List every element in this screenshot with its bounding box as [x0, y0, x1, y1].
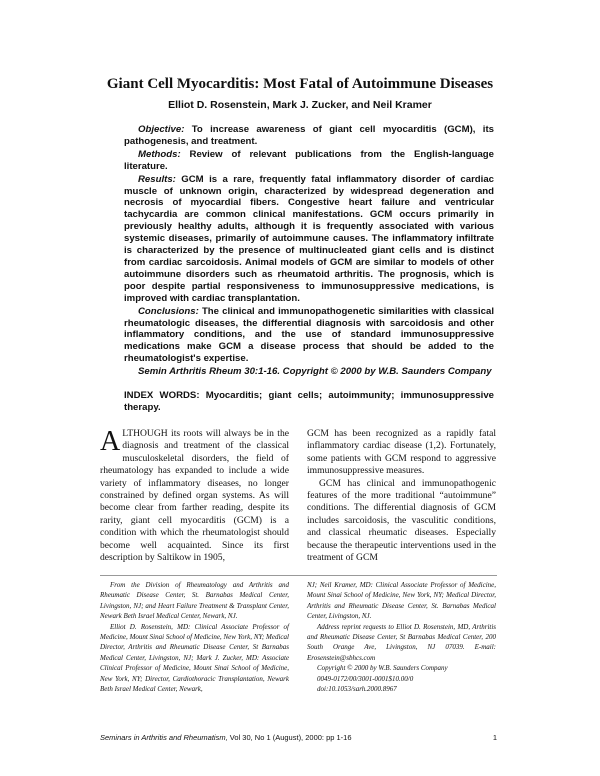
body-column-right — [307, 428, 496, 564]
results-text: GCM is a rare, frequently fatal inflammatory disorder of cardiac muscle of unknown origin, characterized by widespread degeneration and necrosis of myocardial fibers. Congestive heart failure and ventricular tachycardia are common clinical manifestations. GCM occurs primarily in previously healthy adults, although it is frequently associated with various systemic diseases, primarily of autoimmune causes. The inflammatory infiltrate is characterized by the presence of multinucleated giant cells and is distinct from cardiac sarcoidosis. Animal models of GCM are similar to models of other autoimmune disorders such as rheumatoid arthritis. The prognosis, which is poor despite partial responsiveness to immunosuppressive medications, is improved with cardiac transplantation. — [124, 173, 494, 304]
article-title: Giant Cell Myocarditis: Most Fatal of Autoimmune Diseases — [106, 76, 494, 92]
body-paragraph: GCM has been recognized as a rapidly fatal inflammatory cardiac disease (1,2). Fortunately, some patients with GCM respond to aggressive immunosuppressive measures. — [307, 428, 496, 477]
abstract-objective — [124, 124, 494, 148]
abstract-results — [124, 174, 494, 305]
abstract-conclusions — [124, 306, 494, 366]
results-label: Results: — [138, 173, 176, 185]
footnote-issn: 0049-0172/00/3001-0001$10.00/0 — [317, 674, 414, 683]
body-column-left — [100, 428, 289, 564]
page-footer — [100, 733, 497, 742]
abstract — [124, 124, 494, 414]
objective-text: To increase awareness of giant cell myocarditis (GCM), its pathogenesis, and treatment. — [124, 124, 494, 147]
footer-citation — [100, 733, 352, 742]
footer-volume: Vol 30, No 1 (August), 2000: pp 1-16 — [227, 733, 352, 742]
footnote-reprints: Address reprint requests to Elliot D. Rosenstein, MD, Arthritis and Rheumatic Disease Center, St Barnabas Medical Center, 200 South Orange Ave, Livingston, NJ 07039. E-mail: Erosenstein@sbhcs.com — [307, 622, 496, 662]
objective-label: Objective: — [138, 124, 185, 135]
methods-text: Review of relevant publications from the English-language literature. — [124, 148, 494, 172]
footnotes — [100, 580, 497, 694]
footnote-divider — [100, 575, 497, 576]
footnote-column-left — [100, 580, 289, 694]
methods-label: Methods: — [138, 148, 181, 160]
page-number: 1 — [492, 733, 497, 742]
drop-cap: A — [100, 426, 121, 457]
conclusions-text: The clinical and immunopathogenetic similarities with classical rheumatologic diseases, the differential diagnosis with sarcoidosis and other inflammatory conditions, and the use of standard immunosuppressive medications make GCM a disease process that should be added to the rheumatologist's expertise. — [124, 305, 494, 365]
abstract-methods — [124, 149, 494, 173]
footnote-affiliation: From the Division of Rheumatology and Arthritis and Rheumatic Disease Center, St. Barnabas Medical Center, Livingston, NJ; and Heart Failure Treatment & Transplant Center, Newark Beth Israel Medical Center, Newark, NJ. — [100, 581, 289, 621]
abstract-citation: Semin Arthritis Rheum 30:1-16. Copyright © 2000 by W.B. Saunders Company — [138, 366, 492, 378]
conclusions-label: Conclusions: — [138, 305, 199, 317]
footnote-authors-cont: NJ; Neil Kramer, MD: Clinical Associate Professor of Medicine, Mount Sinai School of Medicine, New York, NY; Medical Director, Arthritis and Rheumatic Disease Center, St. Barnabas Medical Center, Livingston, NJ. — [307, 581, 496, 621]
footnote-copyright: Copyright © 2000 by W.B. Saunders Company — [317, 664, 448, 673]
body-paragraph: GCM has clinical and immunopathogenic features of the more traditional “autoimmune” conditions. The differential diagnosis of GCM includes sarcoidosis, the vasculitic conditions, and classical rheumatic diseases. Especially because the therapeutic interventions used in the treatment of GCM — [307, 477, 496, 564]
body-paragraph-text: LTHOUGH its roots will always be in the diagnosis and treatment of the classical musculoskeletal disorders, the field of rheumatology has expanded to include a wide variety of inflammatory diseases, no longer constrained by defined organ systems. As will become clear from farther reading, despite its rarity, giant cell myocarditis (GCM) is a condition with which the rheumatologist should become well acquainted. Since its first description by Saltikow in 1905, — [100, 428, 289, 564]
body-paragraph — [100, 428, 289, 564]
footnote-doi: doi:10.1053/sarh.2000.8967 — [317, 685, 397, 694]
body-text — [100, 428, 497, 564]
footnote-authors: Elliot D. Rosenstein, MD: Clinical Associate Professor of Medicine, Mount Sinai School of Medicine, New York, NY; Medical Director, Arthritis and Rheumatic Disease Center, St Barnabas Medical Center, Livingston, NJ; Mark J. Zucker, MD: Associate Clinical Professor of Medicine, Mount Sinai School of Medicine, New York, NY; Director, Cardiothoracic Transplantation, Newark Beth Israel Medical Center, Newark, — [100, 622, 289, 694]
footnote-column-right — [307, 580, 496, 694]
author-list: Elliot D. Rosenstein, Mark J. Zucker, and Neil Kramer — [168, 99, 432, 111]
index-words: INDEX WORDS: Myocarditis; giant cells; autoimmunity; immunosuppressive therapy. — [124, 390, 494, 413]
footer-journal: Seminars in Arthritis and Rheumatism, — [100, 733, 228, 742]
